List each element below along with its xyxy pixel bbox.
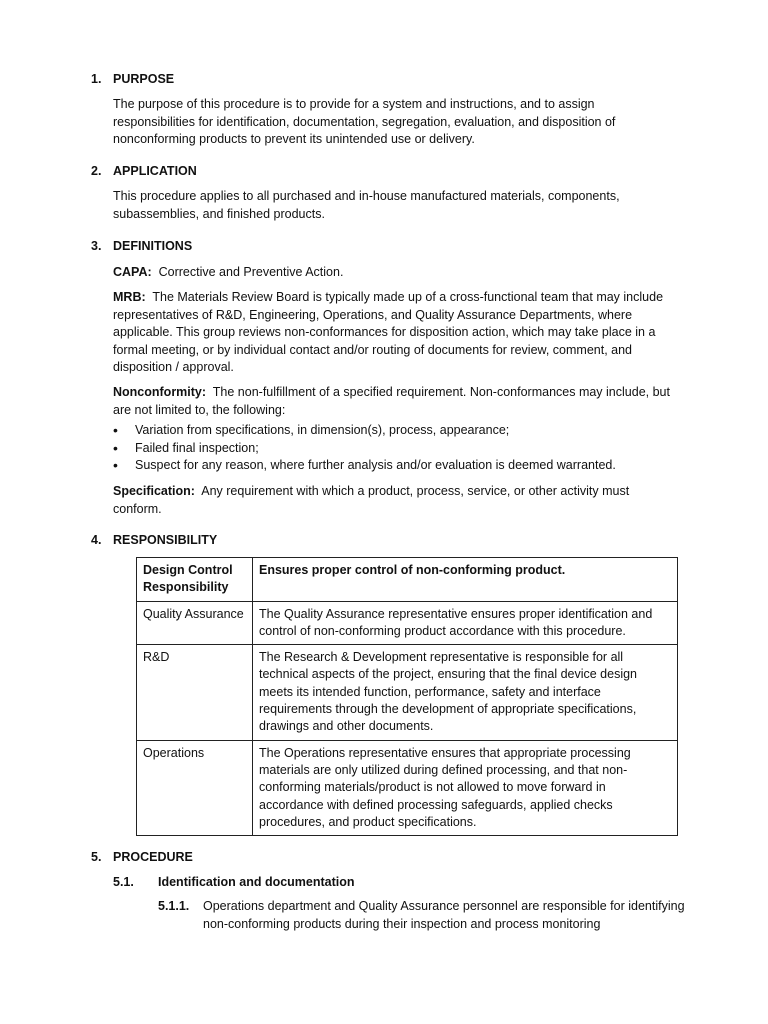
table-cell-description: The Operations representative ensures that appropriate processing materials are only utilized during defined processing, and that non-conforming materials/product is not allowed to move forward in accordance with defined processing safeguards, applied checks procedures, and product specifications.	[253, 740, 678, 835]
definition-capa	[113, 264, 673, 282]
definition-text: The non-fulfillment of a specified requirement. Non-conformances may include, but are not limited to, the following:	[113, 385, 670, 417]
definition-text: Any requirement with which a product, process, service, or other activity must conform.	[113, 484, 630, 516]
subsubsection-text: Operations department and Quality Assurance personnel are responsible for identifying non-conforming products during their inspection and process monitoring	[203, 899, 685, 931]
section-heading-application	[91, 163, 197, 181]
table-cell-role: R&D	[137, 645, 253, 740]
definition-term: CAPA:	[113, 265, 152, 279]
subsection-number: 5.1.	[113, 875, 134, 889]
list-item-text: Variation from specifications, in dimension(s), process, appearance;	[135, 423, 510, 437]
definition-term: MRB:	[113, 290, 146, 304]
table-row	[137, 601, 678, 645]
table-header-cell: Ensures proper control of non-conforming product.	[253, 558, 678, 602]
application-paragraph: This procedure applies to all purchased and in-house manufactured materials, components, subassemblies, and finished products.	[113, 189, 620, 221]
section-number: 5.	[91, 850, 102, 864]
responsibility-table	[136, 557, 678, 836]
subsubsection-number: 5.1.1.	[158, 899, 190, 913]
section-heading-procedure	[91, 849, 193, 867]
list-item	[113, 440, 673, 458]
subsubsection-paragraph	[158, 898, 688, 933]
list-item-text: Failed final inspection;	[135, 440, 259, 455]
definition-term: Nonconformity:	[113, 385, 207, 399]
section-number: 4.	[91, 533, 102, 547]
purpose-paragraph: The purpose of this procedure is to provide for a system and instructions, and to assign responsibilities for identification, documentation, segregation, evaluation, and disposition of nonconforming products to prevent its unintended use or delivery.	[113, 97, 616, 146]
section-title: DEFINITIONS	[113, 239, 193, 253]
table-cell-role: Quality Assurance	[137, 601, 253, 645]
definition-mrb	[113, 289, 673, 377]
section-title: PURPOSE	[113, 72, 175, 86]
list-item	[113, 422, 673, 440]
section-title: PROCEDURE	[113, 850, 193, 864]
bullet-icon: •	[113, 457, 118, 473]
section-heading-purpose	[91, 71, 174, 89]
table-header-row	[137, 558, 678, 602]
section-heading-responsibility	[91, 532, 217, 550]
section-number: 2.	[91, 164, 102, 178]
section-heading-definitions	[91, 238, 192, 256]
section-title: APPLICATION	[113, 164, 197, 178]
nonconformity-bullet-list	[113, 422, 673, 475]
subsection-title: Identification and documentation	[158, 875, 355, 889]
table-cell-description: The Quality Assurance representative ensures proper identification and control of non-conforming product accordance with this procedure.	[253, 601, 678, 645]
table-cell-role: Operations	[137, 740, 253, 835]
table-cell-description: The Research & Development representative is responsible for all technical aspects of the project, ensuring that the final device design meets its intended function, performance, safety and interface requirements through the development of appropriate specifications, drawings and other documents.	[253, 645, 678, 740]
subsection-heading	[113, 874, 355, 892]
bullet-icon: •	[113, 439, 118, 456]
definition-term: Specification:	[113, 484, 195, 498]
section-number: 3.	[91, 239, 102, 253]
list-item-text: Suspect for any reason, where further analysis and/or evaluation is deemed warranted.	[135, 458, 616, 472]
bullet-icon: •	[113, 422, 118, 438]
table-row	[137, 645, 678, 740]
table-row	[137, 740, 678, 835]
section-title: RESPONSIBILITY	[113, 533, 218, 547]
list-item	[113, 457, 673, 475]
definition-nonconformity	[113, 384, 673, 419]
definition-text: The Materials Review Board is typically made up of a cross-functional team that may include representatives of R&D, Engineering, Operations, and Quality Assurance Departments, where applicable. This group reviews non-conformances for disposition action, which may take place in a formal meeting, or by individual contact and/or routing of documents for review, comment, and disposition / approval.	[113, 290, 664, 374]
definition-specification	[113, 483, 673, 518]
section-number: 1.	[91, 72, 102, 86]
definition-text: Corrective and Preventive Action.	[158, 265, 344, 279]
table-header-cell: Design Control Responsibility	[137, 558, 253, 602]
